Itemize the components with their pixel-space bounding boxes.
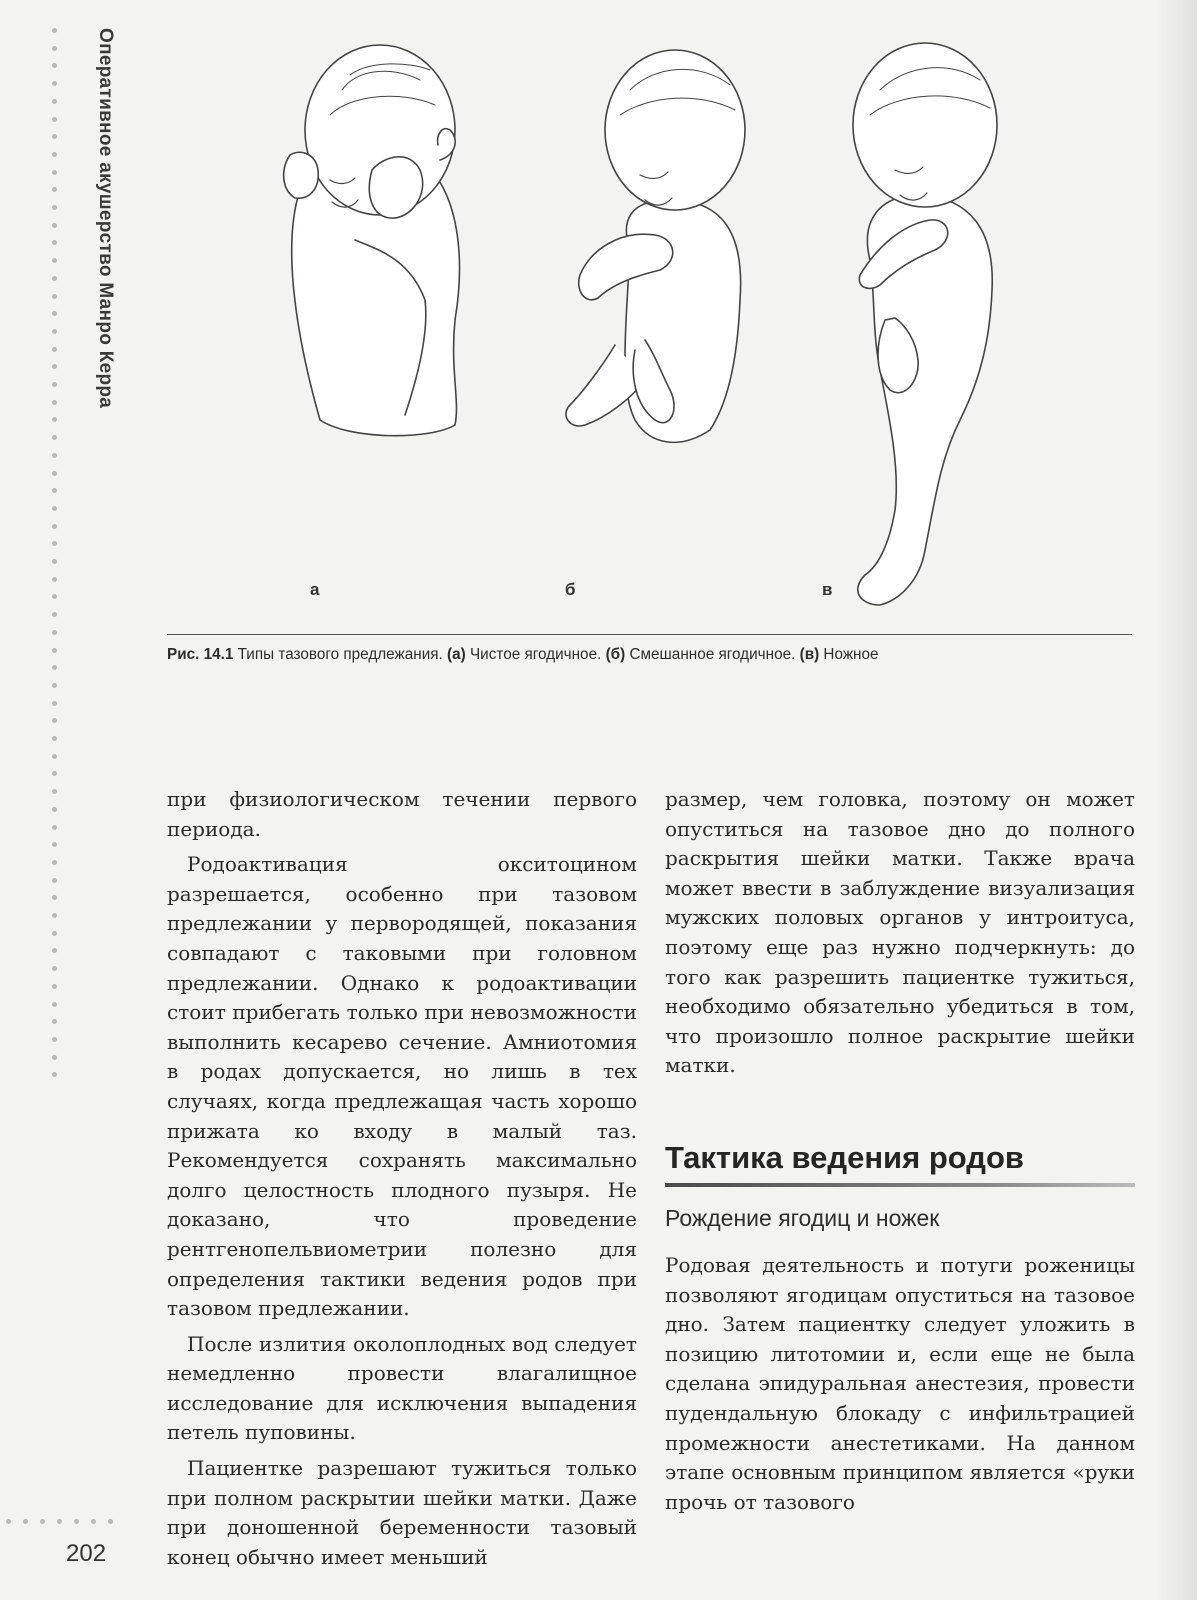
right-column	[665, 785, 1135, 1081]
decorative-dot	[52, 471, 57, 476]
decorative-dot	[52, 1072, 57, 1077]
decorative-dot	[52, 170, 57, 175]
left-paragraph-1: при физиологическом течении первого периода.	[167, 787, 637, 841]
figure-caption	[167, 646, 1137, 664]
decorative-dot	[52, 81, 57, 86]
caption-text-c: Ножное	[819, 646, 879, 663]
decorative-dot	[52, 294, 57, 299]
decorative-dot	[52, 559, 57, 564]
decorative-dot	[52, 99, 57, 104]
decorative-dot	[52, 258, 57, 263]
decorative-dot	[52, 1002, 57, 1007]
caption-text-b: Смешанное ягодичное.	[625, 646, 800, 663]
decorative-dot	[52, 329, 57, 334]
decorative-dot	[52, 117, 57, 122]
decorative-dot	[52, 683, 57, 688]
decorative-dot-column	[52, 28, 62, 1073]
decorative-dot	[52, 205, 57, 210]
decorative-dot	[52, 966, 57, 971]
decorative-dot	[52, 524, 57, 529]
caption-number: Рис. 14.1	[167, 646, 234, 663]
decorative-dot	[52, 382, 57, 387]
section-heading-bar	[665, 1183, 1135, 1187]
decorative-dot	[52, 63, 57, 68]
decorative-dot	[52, 541, 57, 546]
decorative-dot	[52, 364, 57, 369]
decorative-dot	[52, 913, 57, 918]
decorative-dot	[40, 1519, 45, 1524]
decorative-dot	[52, 1055, 57, 1060]
decorative-dot	[52, 825, 57, 830]
decorative-dot	[52, 311, 57, 316]
decorative-dot-row	[0, 1519, 120, 1529]
section-heading: Тактика ведения родов	[665, 1140, 1024, 1175]
decorative-dot	[52, 665, 57, 670]
decorative-dot	[52, 152, 57, 157]
decorative-dot	[52, 984, 57, 989]
decorative-dot	[52, 612, 57, 617]
figure-label-a: а	[310, 580, 320, 599]
decorative-dot	[23, 1519, 28, 1524]
decorative-dot	[52, 1037, 57, 1042]
right-paragraph-1: размер, чем головка, поэтому он может опуститься на тазовое дно до полного раскрытия шейки матки. Также врача может ввести в заблуждение визуализация мужских половых органов у интроитуса, поэтому еще раз нужно подчеркнуть: до того как разрешить пациентке тужиться, необходимо обязательно убедиться в том, что произошло полное раскрытие шейки матки.	[665, 787, 1135, 1078]
decorative-dot	[52, 187, 57, 192]
decorative-dot	[52, 895, 57, 900]
fetus-complete-breech	[566, 50, 745, 442]
decorative-dot	[52, 736, 57, 741]
decorative-dot	[52, 648, 57, 653]
decorative-dot	[52, 789, 57, 794]
decorative-dot	[52, 931, 57, 936]
decorative-dot	[52, 860, 57, 865]
breech-presentation-illustration	[260, 20, 1140, 630]
decorative-dot	[52, 417, 57, 422]
decorative-dot	[52, 630, 57, 635]
decorative-dot	[52, 594, 57, 599]
running-head: Оперативное акушерство Манро Керра	[95, 28, 116, 409]
left-paragraph-3: После излития околоплодных вод следует немедленно провести влагалищное исследование для исключения выпадения петель пуповины.	[167, 1331, 637, 1445]
decorative-dot	[52, 878, 57, 883]
caption-tag-c: (в)	[799, 646, 820, 663]
caption-main: Типы тазового предлежания.	[233, 646, 448, 663]
decorative-dot	[52, 1019, 57, 1024]
caption-tag-a: (а)	[447, 646, 466, 663]
decorative-dot	[52, 718, 57, 723]
decorative-dot	[52, 223, 57, 228]
decorative-dot	[52, 347, 57, 352]
decorative-dot	[52, 842, 57, 847]
left-paragraph-4: Пациентке разрешают тужиться только при полном раскрытии шейки матки. Даже при доношенной беременности тазовый конец обычно имеет меньший	[167, 1456, 637, 1569]
decorative-dot	[52, 240, 57, 245]
decorative-dot	[108, 1519, 113, 1524]
right-column-lower	[665, 1251, 1135, 1517]
caption-text-a: Чистое ягодичное.	[465, 646, 606, 663]
left-column	[167, 785, 637, 1572]
decorative-dot	[52, 46, 57, 51]
decorative-dot	[57, 1519, 62, 1524]
decorative-dot	[52, 28, 57, 33]
page-number: 202	[66, 1540, 107, 1567]
decorative-dot	[52, 400, 57, 405]
caption-tag-b: (б)	[605, 646, 626, 663]
figure-label-b: б	[565, 580, 576, 599]
page-edge-shadow	[1157, 0, 1197, 1600]
decorative-dot	[52, 754, 57, 759]
fetus-frank-breech	[284, 45, 460, 436]
decorative-dot	[52, 506, 57, 511]
subsection-heading: Рождение ягодиц и ножек	[665, 1205, 940, 1231]
decorative-dot	[52, 701, 57, 706]
decorative-dot	[52, 948, 57, 953]
decorative-dot	[6, 1519, 11, 1524]
decorative-dot	[52, 134, 57, 139]
right-paragraph-2: Родовая деятельность и потуги роженицы позволяют ягодицам опуститься на тазовое дно. Затем пациентку следует уложить в позицию литотомии и, если еще не была сделана эпидуральная анестезия, провести пудендальную блокаду с инфильтрацией промежности анестетиками. На данном этапе основным принципом является «руки прочь от тазового	[665, 1253, 1135, 1514]
decorative-dot	[52, 488, 57, 493]
decorative-dot	[91, 1519, 96, 1524]
decorative-dot	[52, 771, 57, 776]
figure-rule	[167, 634, 1132, 635]
decorative-dot	[52, 577, 57, 582]
decorative-dot	[74, 1519, 79, 1524]
decorative-dot	[52, 435, 57, 440]
figure-label-c: в	[822, 580, 833, 599]
decorative-dot	[52, 807, 57, 812]
decorative-dot	[52, 276, 57, 281]
left-paragraph-2: Родоактивация окситоцином разрешается, особенно при тазовом предлежании у первородящей, показания совпадают с таковыми при головном предлежании. Однако к родоактивации стоит прибегать только при невозможности выполнить кесарево сечение. Амниотомия в родах допускается, но лишь в тех случаях, когда предлежащая часть хорошо прижата ко входу в малый таз. Рекомендуется сохранять максимально долго целостность плодного пузыря. Не доказано, что проведение рентгенопельвиометрии полезно для определения тактики ведения родов при тазовом предлежании.	[167, 852, 637, 1321]
decorative-dot	[52, 453, 57, 458]
fetus-footling-breech	[853, 43, 997, 605]
